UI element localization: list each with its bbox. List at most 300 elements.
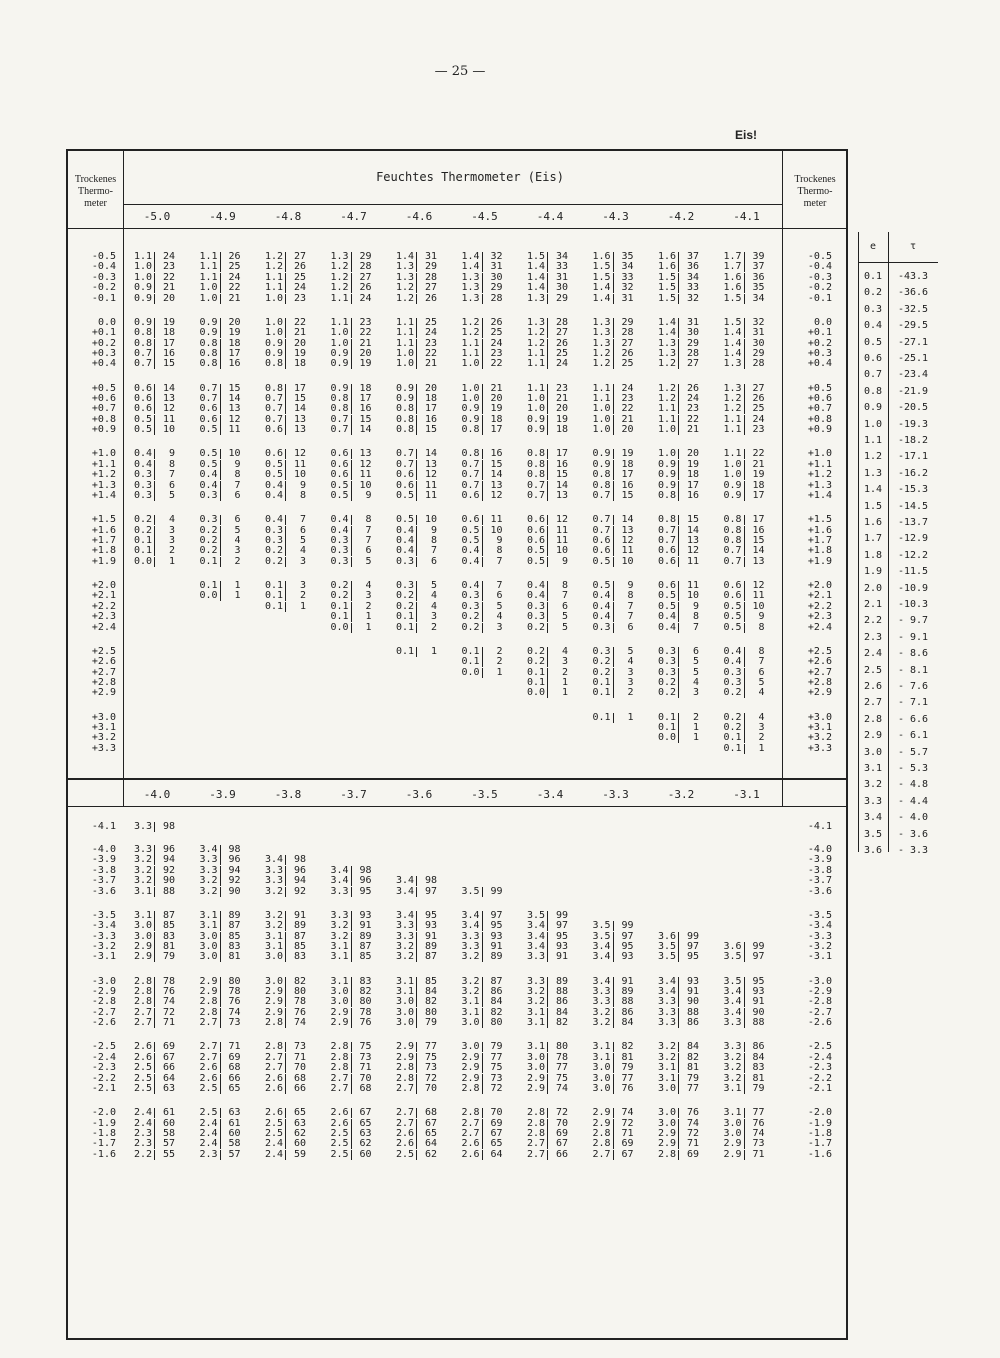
cell-value-a: 0.5 <box>194 449 221 459</box>
cell-value-a: 1.0 <box>587 404 614 414</box>
cell-value-b: 85 <box>228 930 241 942</box>
cell-value-a: 0.6 <box>194 415 221 425</box>
cell-value-b: 65 <box>424 1128 437 1139</box>
table-cell <box>390 1042 437 1052</box>
cell-value-b: 13 <box>228 403 241 415</box>
cell-value-a: 0.1 <box>456 657 483 667</box>
table-cell <box>587 612 634 622</box>
side-tau-value: -20.5 <box>897 402 929 414</box>
cell-value-b: 23 <box>686 403 699 415</box>
cell-value-b: 63 <box>359 1128 372 1139</box>
cell-value-a: 0.6 <box>128 394 155 404</box>
table-cell <box>325 921 372 931</box>
cell-value-a: 0.5 <box>325 491 352 501</box>
cell-value-b: 9 <box>692 600 699 612</box>
cell-value-a: 3.5 <box>718 977 745 987</box>
cell-value-b: 83 <box>228 941 241 952</box>
cell-value-a: 0.8 <box>718 526 745 536</box>
cell-value-a: 1.2 <box>325 262 352 272</box>
table-cell <box>456 1042 503 1052</box>
cell-value-b: 81 <box>621 1051 634 1063</box>
cell-value-a: 0.2 <box>128 515 155 525</box>
table-cell <box>587 449 634 459</box>
cell-value-a: 0.1 <box>390 612 417 622</box>
cell-value-a: 0.3 <box>456 591 483 601</box>
row-label-right: +0.8 <box>807 413 832 425</box>
cell-value-a: 1.1 <box>456 349 483 359</box>
side-tau-value: -19.3 <box>897 418 929 430</box>
side-e-value: 2.8 <box>863 713 883 725</box>
cell-value-a: 0.2 <box>325 581 352 591</box>
cell-value-b: 98 <box>228 844 241 855</box>
row-label-left: +2.6 <box>91 656 116 668</box>
cell-value-a: 1.4 <box>718 328 745 338</box>
table-cell <box>718 1042 765 1052</box>
cell-value-b: 11 <box>686 580 699 591</box>
cell-value-b: 83 <box>359 975 372 987</box>
cell-value-b: 3 <box>365 590 372 602</box>
cell-value-a: 3.2 <box>194 887 221 897</box>
table-cell <box>128 1018 175 1028</box>
cell-value-a: 0.2 <box>194 526 221 536</box>
side-tau-value: -10.3 <box>897 599 929 610</box>
cell-value-a: 0.1 <box>259 602 286 612</box>
cell-value-a: 3.4 <box>194 845 221 855</box>
cell-value-b: 91 <box>621 975 634 987</box>
table-cell <box>194 515 241 525</box>
cell-value-b: 7 <box>496 555 503 567</box>
table-cell <box>718 591 765 601</box>
cell-value-a: 1.3 <box>456 283 483 293</box>
cell-value-a: 2.8 <box>128 997 155 1007</box>
cell-value-a: 3.1 <box>259 942 286 952</box>
cell-value-b: 1 <box>234 590 241 602</box>
cell-value-b: 13 <box>424 458 437 470</box>
cell-value-b: 96 <box>162 844 175 855</box>
cell-value-a: 3.0 <box>456 1042 483 1052</box>
row-label-right: +1.8 <box>807 545 832 557</box>
table-cell <box>456 491 503 501</box>
cell-value-b: 4 <box>299 545 306 557</box>
table-cell <box>456 1108 503 1118</box>
cell-value-b: 23 <box>162 261 175 273</box>
cell-value-a: 2.8 <box>194 1008 221 1018</box>
cell-value-a: 0.3 <box>390 557 417 567</box>
cell-value-a: 3.1 <box>718 1084 745 1094</box>
cell-value-a: 0.4 <box>521 591 548 601</box>
cell-value-a: 3.2 <box>652 1042 679 1052</box>
cell-value-a: 3.4 <box>718 987 745 997</box>
cell-value-b: 8 <box>234 469 241 481</box>
cell-value-b: 86 <box>752 1041 765 1053</box>
row-label-left: -3.9 <box>91 854 116 866</box>
row-label-left: -1.7 <box>91 1138 116 1150</box>
cell-value-a: 0.1 <box>194 557 221 567</box>
table-cell <box>259 1042 306 1052</box>
table-cell <box>390 283 437 293</box>
cell-value-a: 3.0 <box>521 1053 548 1063</box>
table-cell <box>456 283 503 293</box>
cell-value-a: 2.9 <box>390 1042 417 1052</box>
side-tau-value: -29.5 <box>897 320 929 332</box>
cell-value-b: 80 <box>490 1017 503 1029</box>
cell-value-a: 1.6 <box>652 252 679 262</box>
cell-value-b: 12 <box>752 580 765 591</box>
cell-value-b: 24 <box>293 282 306 294</box>
cell-value-a: 2.6 <box>259 1074 286 1084</box>
cell-value-a: 1.0 <box>194 294 221 304</box>
table-cell <box>259 404 306 414</box>
cell-value-b: 70 <box>293 1062 306 1074</box>
cell-value-a: 1.5 <box>587 273 614 283</box>
cell-value-b: 16 <box>424 413 437 425</box>
cell-value-b: 26 <box>424 292 437 304</box>
table-cell <box>390 952 437 962</box>
row-label-left: +1.1 <box>91 458 116 470</box>
row-label-right: +2.4 <box>807 621 832 633</box>
cell-value-a: 1.0 <box>128 273 155 283</box>
table-cell <box>587 491 634 501</box>
table-cell <box>128 328 175 338</box>
cell-value-b: 97 <box>424 885 437 897</box>
table-cell <box>718 449 765 459</box>
row-label-right: -2.4 <box>807 1051 832 1063</box>
cell-value-a: 2.8 <box>325 1063 352 1073</box>
cell-value-a: 0.8 <box>259 359 286 369</box>
table-cell <box>521 491 568 501</box>
cell-value-b: 4 <box>168 514 175 526</box>
table-cell <box>521 623 568 633</box>
cell-value-b: 6 <box>496 590 503 602</box>
cell-value-a: 1.4 <box>521 273 548 283</box>
cell-value-b: 95 <box>752 975 765 987</box>
cell-value-a: 0.1 <box>194 581 221 591</box>
cell-value-a: 0.9 <box>128 318 155 328</box>
cell-value-a: 0.2 <box>194 536 221 546</box>
side-tau-value: - 3.6 <box>897 828 929 840</box>
cell-value-a: 1.1 <box>390 318 417 328</box>
cell-value-a: 1.3 <box>718 359 745 369</box>
row-label-left: +1.3 <box>91 479 116 491</box>
row-label-right: -2.0 <box>807 1107 832 1119</box>
cell-value-a: 0.5 <box>718 612 745 622</box>
cell-value-a: 0.9 <box>128 283 155 293</box>
row-label-right: -3.4 <box>807 920 832 932</box>
cell-value-a: 2.5 <box>259 1129 286 1139</box>
cell-value-a: 0.7 <box>259 404 286 414</box>
cell-value-a: 0.1 <box>587 713 614 723</box>
row-label-left: +1.9 <box>91 555 116 567</box>
table-cell <box>521 1018 568 1028</box>
cell-value-a: 3.2 <box>259 911 286 921</box>
cell-value-a: 1.4 <box>456 252 483 262</box>
cell-value-a: 0.4 <box>128 460 155 470</box>
cell-value-b: 14 <box>359 424 372 436</box>
cell-value-b: 39 <box>752 251 765 262</box>
cell-value-a: 3.4 <box>718 1008 745 1018</box>
cell-value-b: 83 <box>752 1062 765 1074</box>
cell-value-a: 0.9 <box>325 359 352 369</box>
cell-value-b: 84 <box>621 1017 634 1029</box>
row-label-left: -2.3 <box>91 1062 116 1074</box>
cell-value-a: 0.1 <box>128 536 155 546</box>
row-label-right: +3.2 <box>807 732 832 744</box>
cell-value-a: 2.9 <box>456 1063 483 1073</box>
cell-value-a: 0.5 <box>718 602 745 612</box>
cell-value-b: 87 <box>490 975 503 987</box>
cell-value-b: 28 <box>686 348 699 359</box>
column-header: -4.1 <box>733 210 760 223</box>
cell-value-b: 58 <box>162 1128 175 1139</box>
cell-value-a: 0.3 <box>325 546 352 556</box>
cell-value-b: 21 <box>228 292 241 304</box>
cell-value-b: 5 <box>758 677 765 688</box>
cell-value-a: 2.9 <box>521 1084 548 1094</box>
cell-value-a: 2.5 <box>128 1063 155 1073</box>
cell-value-a: 3.0 <box>128 932 155 942</box>
table-cell <box>521 612 568 622</box>
cell-value-a: 0.1 <box>521 668 548 678</box>
side-e-value: 1.7 <box>863 533 883 545</box>
cell-value-a: 0.8 <box>194 339 221 349</box>
cell-value-a: 2.4 <box>259 1139 286 1149</box>
cell-value-a: 2.9 <box>390 1053 417 1063</box>
table-cell <box>325 997 372 1007</box>
cell-value-a: 0.2 <box>194 546 221 556</box>
cell-value-a: 0.8 <box>194 349 221 359</box>
cell-value-b: 13 <box>686 535 699 546</box>
cell-value-b: 15 <box>555 469 568 481</box>
row-label-left: +0.3 <box>91 348 116 359</box>
cell-value-a: 0.6 <box>390 470 417 480</box>
cell-value-a: 1.2 <box>521 339 548 349</box>
cell-value-b: 15 <box>359 413 372 425</box>
cell-value-a: 1.0 <box>587 425 614 435</box>
side-tau-value: -23.4 <box>897 369 929 381</box>
table-cell <box>521 515 568 525</box>
cell-value-a: 1.6 <box>718 283 745 293</box>
cell-value-b: 17 <box>490 424 503 436</box>
cell-value-a: 0.7 <box>194 384 221 394</box>
cell-value-b: 73 <box>424 1062 437 1074</box>
table-cell <box>587 404 634 414</box>
cell-value-a: 3.2 <box>718 1063 745 1073</box>
cell-value-a: 0.8 <box>521 460 548 470</box>
cell-value-b: 97 <box>686 941 699 952</box>
table-cell <box>456 294 503 304</box>
cell-value-a: 0.6 <box>325 460 352 470</box>
cell-value-b: 5 <box>561 621 568 633</box>
cell-value-a: 0.8 <box>587 470 614 480</box>
cell-value-b: 4 <box>692 677 699 688</box>
cell-value-a: 2.7 <box>194 1053 221 1063</box>
table-cell <box>194 425 241 435</box>
table-cell <box>652 1108 699 1118</box>
cell-value-a: 0.7 <box>587 526 614 536</box>
cell-value-b: 1 <box>692 722 699 733</box>
cell-value-a: 2.6 <box>128 1053 155 1063</box>
cell-value-b: 18 <box>293 358 306 370</box>
cell-value-b: 4 <box>430 590 437 602</box>
cell-value-a: 3.5 <box>521 911 548 921</box>
table-cell <box>128 1150 175 1160</box>
cell-value-b: 76 <box>359 1017 372 1029</box>
cell-value-a: 2.7 <box>259 1053 286 1063</box>
cell-value-b: 7 <box>627 611 634 623</box>
cell-value-a: 2.8 <box>325 1042 352 1052</box>
row-label-left: -3.4 <box>91 920 116 932</box>
side-e-value: 2.3 <box>863 631 883 643</box>
cell-value-b: 24 <box>555 358 568 370</box>
cell-value-b: 26 <box>686 382 699 394</box>
column-header: -3.7 <box>340 788 367 801</box>
side-tau-value: - 4.4 <box>897 795 929 807</box>
row-label-left: +0.2 <box>91 337 116 349</box>
cell-value-a: 0.6 <box>325 470 352 480</box>
cell-value-b: 8 <box>496 545 503 557</box>
cell-value-a: 2.9 <box>259 997 286 1007</box>
table-cell <box>652 491 699 501</box>
table-cell <box>652 1139 699 1149</box>
table-cell <box>194 887 241 897</box>
table-cell <box>652 1063 699 1073</box>
cell-value-a: 0.9 <box>259 339 286 349</box>
table-cell <box>718 470 765 480</box>
row-label-left: -2.1 <box>91 1083 116 1094</box>
side-e-value: 3.3 <box>863 795 883 807</box>
cell-value-a: 0.4 <box>587 602 614 612</box>
table-cell <box>194 294 241 304</box>
cell-value-b: 69 <box>228 1051 241 1063</box>
cell-value-a: 0.4 <box>259 491 286 501</box>
cell-value-b: 19 <box>686 458 699 470</box>
cell-value-b: 27 <box>359 271 372 283</box>
side-header-tau: τ <box>909 241 917 252</box>
cell-value-b: 19 <box>490 403 503 415</box>
row-label-left: +1.7 <box>91 535 116 546</box>
table-cell <box>587 294 634 304</box>
cell-value-b: 70 <box>359 1072 372 1084</box>
cell-value-b: 30 <box>686 327 699 339</box>
row-label-left: -3.1 <box>91 951 116 963</box>
cell-value-b: 33 <box>555 261 568 273</box>
side-tau-value: -14.5 <box>897 500 929 512</box>
cell-value-b: 93 <box>686 975 699 987</box>
cell-value-b: 74 <box>162 996 175 1008</box>
cell-value-a: 0.3 <box>259 536 286 546</box>
cell-value-a: 1.5 <box>587 262 614 272</box>
table-cell <box>128 1063 175 1073</box>
cell-value-a: 3.0 <box>652 1108 679 1118</box>
table-cell <box>128 557 175 567</box>
cell-value-a: 0.1 <box>259 581 286 591</box>
cell-value-b: 13 <box>752 555 765 567</box>
table-cell <box>390 404 437 414</box>
cell-value-a: 0.6 <box>521 526 548 536</box>
table-cell <box>652 688 699 698</box>
cell-value-a: 0.8 <box>390 404 417 414</box>
cell-value-a: 2.8 <box>521 1119 548 1129</box>
table-cell <box>325 1018 372 1028</box>
cell-value-a: 3.0 <box>194 952 221 962</box>
side-e-value: 1.9 <box>863 566 883 578</box>
cell-value-a: 0.3 <box>128 481 155 491</box>
column-header: -5.0 <box>143 210 171 223</box>
cell-value-a: 0.3 <box>194 515 221 525</box>
table-cell <box>325 1150 372 1160</box>
table-cell <box>325 359 372 369</box>
row-label-left: +2.3 <box>91 611 116 623</box>
cell-value-a: 2.8 <box>521 1129 548 1139</box>
table-cell <box>390 557 437 567</box>
cell-value-a: 1.2 <box>652 384 679 394</box>
row-label-right: +0.9 <box>807 424 832 436</box>
cell-value-b: 99 <box>686 930 699 942</box>
row-label-right: +2.6 <box>807 656 832 668</box>
side-tau-value: -11.5 <box>897 566 929 578</box>
cell-value-b: 2 <box>692 711 699 723</box>
cell-value-b: 66 <box>555 1148 568 1160</box>
cell-value-b: 11 <box>359 469 372 481</box>
cell-value-a: 3.1 <box>194 921 221 931</box>
cell-value-b: 2 <box>299 590 306 602</box>
cell-value-a: 1.1 <box>456 339 483 349</box>
cell-value-b: 62 <box>359 1138 372 1150</box>
cell-value-b: 26 <box>621 348 634 359</box>
table-cell <box>259 470 306 480</box>
table-cell <box>456 668 503 678</box>
cell-value-a: 0.7 <box>194 394 221 404</box>
table-cell <box>718 294 765 304</box>
table-cell <box>718 1018 765 1028</box>
row-label-right: +1.0 <box>807 448 832 460</box>
cell-value-a: 0.2 <box>259 557 286 567</box>
table-cell <box>390 328 437 338</box>
row-label-left: +0.6 <box>91 393 116 404</box>
cell-value-b: 89 <box>228 909 241 921</box>
cell-value-a: 1.1 <box>194 252 221 262</box>
cell-value-b: 79 <box>686 1072 699 1084</box>
side-tau-value: - 8.1 <box>897 664 929 676</box>
cell-value-a: 0.4 <box>259 515 286 525</box>
table-cell <box>128 1139 175 1149</box>
cell-value-b: 29 <box>490 282 503 294</box>
cell-value-a: 1.1 <box>652 404 679 414</box>
cell-value-a: 1.1 <box>325 294 352 304</box>
cell-value-a: 2.6 <box>456 1139 483 1149</box>
table-cell <box>652 1150 699 1160</box>
cell-value-a: 3.2 <box>718 1053 745 1063</box>
cell-value-b: 21 <box>555 393 568 404</box>
cell-value-b: 26 <box>490 316 503 328</box>
cell-value-b: 21 <box>359 337 372 349</box>
cell-value-b: 79 <box>621 1062 634 1074</box>
cell-value-a: 0.2 <box>325 591 352 601</box>
row-label-right: -3.2 <box>807 941 832 952</box>
cell-value-b: 90 <box>686 996 699 1008</box>
cell-value-b: 93 <box>752 986 765 997</box>
cell-value-a: 0.6 <box>521 536 548 546</box>
table-cell <box>456 425 503 435</box>
side-tau-value: - 9.7 <box>897 615 929 627</box>
cell-value-a: 1.2 <box>652 359 679 369</box>
table-cell <box>456 470 503 480</box>
cell-value-a: 3.2 <box>128 876 155 886</box>
row-label-right: +1.7 <box>807 535 832 546</box>
row-label-right: +0.4 <box>807 358 832 370</box>
row-label-right: +0.1 <box>807 327 832 339</box>
cell-value-b: 23 <box>490 348 503 359</box>
